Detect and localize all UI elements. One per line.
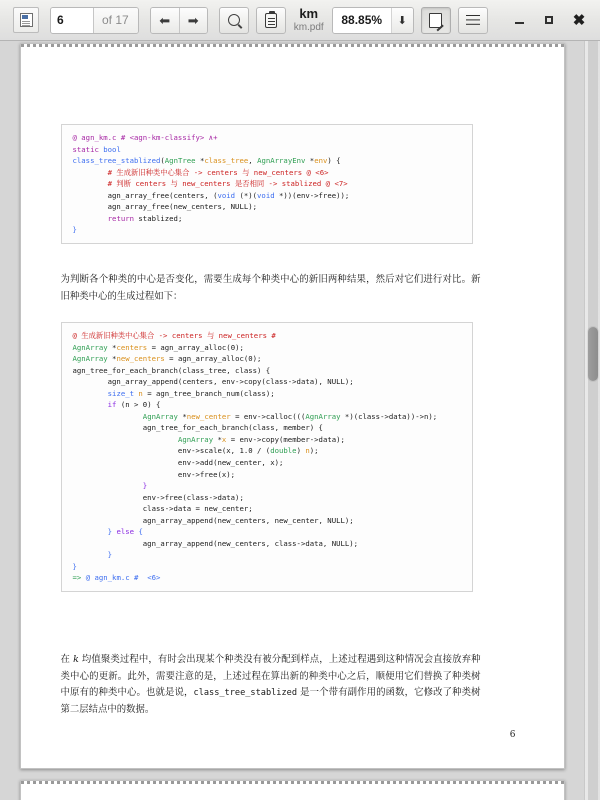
code-token [73, 214, 108, 223]
code-line [73, 572, 462, 584]
code-line [73, 503, 462, 515]
code-line [73, 526, 462, 538]
thumbnail-panel-icon [20, 13, 33, 27]
code-token: agn_tree_for_each_branch(class_tree, class) { [72, 365, 271, 375]
previous-page-button[interactable] [151, 8, 179, 33]
code-token: double [270, 446, 297, 456]
page-number-input[interactable] [51, 8, 94, 33]
code-line [73, 549, 462, 561]
code-line [73, 411, 462, 423]
close-button[interactable] [564, 7, 594, 33]
code-token: AgnTree [164, 156, 196, 166]
code-token: } [107, 550, 113, 560]
vertical-scrollbar[interactable] [584, 41, 600, 800]
code-token: AgnArray [72, 354, 108, 364]
annotations-button[interactable] [256, 7, 286, 34]
inline-code: class_tree_stablized [193, 688, 297, 698]
zoom-level-value[interactable]: 88.85% [333, 8, 391, 33]
code-token: => [72, 573, 82, 583]
sidebar-toggle-button[interactable] [13, 7, 39, 33]
code-line [73, 515, 462, 527]
code-line [73, 213, 462, 225]
code-token: @ agn_km.c # <agn-km-classify> ∧+ [72, 133, 218, 142]
code-line [73, 330, 462, 342]
fit-page-button[interactable] [421, 7, 451, 34]
code-token [73, 550, 108, 559]
document-filename: km.pdf [293, 22, 324, 34]
code-token: } [142, 481, 148, 491]
code-line [73, 388, 462, 400]
code-token: if [107, 400, 117, 410]
code-line [73, 155, 462, 167]
code-token: n [305, 446, 310, 456]
code-token [73, 412, 143, 421]
code-line [73, 422, 462, 434]
scrollbar-track[interactable] [588, 41, 598, 800]
zoom-control-group[interactable] [332, 7, 414, 34]
code-line [73, 167, 462, 179]
code-token: agn_array_append(centers, env->copy(class->data), NULL); [72, 377, 354, 387]
code-token: * [195, 156, 205, 166]
code-token: = env->calloc((( [230, 411, 306, 421]
code-token: new_center [186, 411, 231, 421]
code-token: stablized; [134, 213, 183, 223]
code-token [73, 400, 108, 409]
code-token: AgnArray [177, 434, 214, 444]
code-token: bool [103, 144, 121, 154]
code-token: } [107, 527, 113, 537]
pdf-page [20, 43, 565, 769]
pdf-page-next [20, 780, 565, 800]
code-token: agn_array_append(new_centers, new_center, NULL); [72, 515, 354, 525]
code-token: ( [160, 156, 165, 166]
code-token: void [257, 190, 275, 200]
code-token: x [221, 434, 227, 444]
paragraph-segment: 均值聚类过程中，有时会出现某个种类没有被分配到样点，上述过程遇到这种情况会直接放弃种类中心的更新。此外，需要注意的是，上述过程在算出新的种类中心之后，顺便用它们替换了种类树中原有的种类中心。也就是说， [60, 654, 481, 698]
arrow-left-icon: ⬅ [159, 12, 171, 28]
chevron-down-icon[interactable]: ⬇ [391, 8, 413, 33]
code-token: class_tree_stablized [72, 156, 161, 166]
code-token: } [72, 225, 77, 235]
pdf-viewer [0, 41, 600, 800]
code-token: ) { [327, 156, 341, 166]
math-variable-k: k [73, 654, 79, 665]
paragraph-text: 为判断各个种类的中心是否变化，需要生成每个种类中心的新旧两种结果，然后对它们进行对比。新旧种类中心的生成过程如下： [60, 274, 481, 302]
code-token: AgnArray [305, 411, 341, 421]
code-token: agn_array_append(new_centers, class->data, NULL); [72, 538, 359, 548]
code-line [73, 353, 462, 365]
code-token: AgnArrayEnv [257, 156, 306, 166]
code-token: env->free(x); [72, 469, 236, 479]
code-token [73, 527, 108, 536]
window-controls [504, 7, 594, 33]
code-token: static [72, 144, 99, 154]
code-line [73, 178, 462, 190]
code-token: agn_array_free(centers, ( [72, 190, 218, 200]
code-token: env [314, 156, 328, 166]
paragraph-segment: 是一个带有副作用的函数，它修改了种类树第二层结点中的数据。 [60, 687, 481, 715]
code-token: class_tree [204, 156, 249, 166]
code-line [73, 538, 462, 550]
code-block-generate-centers [61, 322, 473, 592]
paragraph-text [61, 652, 481, 718]
pages-scroll-area[interactable] [0, 41, 584, 800]
code-token [73, 389, 108, 398]
code-token: void [217, 190, 236, 200]
code-token: env->free(class->data); [72, 492, 244, 502]
page-navigation-group [50, 7, 139, 34]
document-title-block [286, 7, 332, 33]
maximize-icon [545, 16, 553, 24]
code-token: env->add(new_center, x); [72, 458, 284, 468]
minimize-icon [515, 22, 524, 24]
code-token: ) [296, 446, 306, 456]
code-token: * [305, 156, 315, 166]
code-token: agn_tree_for_each_branch(class, member) { [72, 423, 323, 433]
code-token: * [107, 342, 117, 352]
code-token: class->data = new_center; [72, 504, 253, 514]
next-page-button[interactable] [179, 8, 207, 33]
code-line [73, 492, 462, 504]
code-token: = env->copy(member->data); [226, 434, 345, 444]
code-token: = agn_array_alloc(0); [147, 342, 244, 352]
code-token: @ 生成新旧种类中心集合 -> centers 与 new_centers # [72, 331, 276, 340]
hamburger-menu-icon [466, 15, 480, 26]
main-menu-button[interactable] [458, 7, 488, 34]
code-line [73, 399, 462, 411]
page-content [21, 44, 564, 768]
code-token: (*)( [235, 190, 258, 200]
code-token: return [107, 213, 135, 223]
code-line [73, 376, 462, 388]
code-line [73, 190, 462, 202]
search-button[interactable] [219, 7, 249, 34]
code-token [73, 435, 178, 444]
page-total-label: of 17 [94, 8, 138, 33]
page-footer-number: 6 [509, 730, 516, 740]
code-token: n [138, 388, 143, 398]
code-token: = agn_array_alloc(0); [164, 354, 262, 364]
minimize-button[interactable] [504, 7, 534, 33]
code-token: * [213, 434, 222, 444]
code-line [73, 201, 462, 213]
document-title: km [299, 5, 319, 21]
fit-page-icon [429, 13, 442, 28]
maximize-button[interactable] [534, 7, 564, 33]
magnifier-icon [228, 14, 240, 26]
code-token [73, 481, 143, 490]
code-token: (n > 0) { [116, 400, 161, 410]
code-token: @ agn_km.c # <6> [85, 573, 161, 583]
page-arrows-group [150, 7, 208, 34]
code-line [73, 132, 462, 144]
code-line [73, 365, 462, 377]
close-icon: ✖ [572, 11, 586, 29]
toolbar [0, 0, 600, 41]
code-line [73, 144, 462, 156]
code-token: * [107, 354, 117, 364]
code-token: env->scale(x, 1.0 / ( [72, 446, 271, 456]
code-token: AgnArray [72, 342, 108, 352]
code-line [73, 480, 462, 492]
code-line [73, 342, 462, 354]
code-token: { [138, 527, 143, 537]
paragraph-segment: 在 [60, 654, 74, 665]
code-token: *))(env->free)); [274, 190, 350, 200]
code-token: = agn_tree_branch_num(class); [142, 388, 275, 398]
code-token: # 生成新旧种类中心集合 -> centers 与 new_centers @ <6> [72, 167, 329, 177]
code-line [73, 434, 462, 446]
page-top-edge [21, 781, 564, 784]
code-token: , [248, 156, 258, 166]
code-line [73, 561, 462, 573]
code-line [73, 469, 462, 481]
code-token: ); [309, 446, 319, 456]
code-token: *)(class->data))->n); [340, 411, 438, 421]
code-token: centers [116, 342, 148, 352]
code-line [73, 457, 462, 469]
clipboard-icon [265, 13, 277, 28]
code-token: * [177, 411, 187, 421]
code-token: # 判断 centers 与 new_centers 是否相同 -> stablized @ <7> [72, 179, 348, 189]
code-line [73, 224, 462, 236]
code-line [73, 445, 462, 457]
scrollbar-thumb[interactable] [588, 327, 598, 381]
code-token: new_centers [116, 354, 165, 364]
code-token: agn_array_free(new_centers, NULL); [72, 202, 258, 212]
code-token: else [116, 527, 135, 537]
code-token: } [72, 561, 77, 571]
code-token: AgnArray [142, 411, 178, 421]
code-token: size_t [107, 388, 135, 398]
arrow-right-icon: ➡ [187, 12, 199, 28]
code-block-classify [61, 124, 473, 244]
